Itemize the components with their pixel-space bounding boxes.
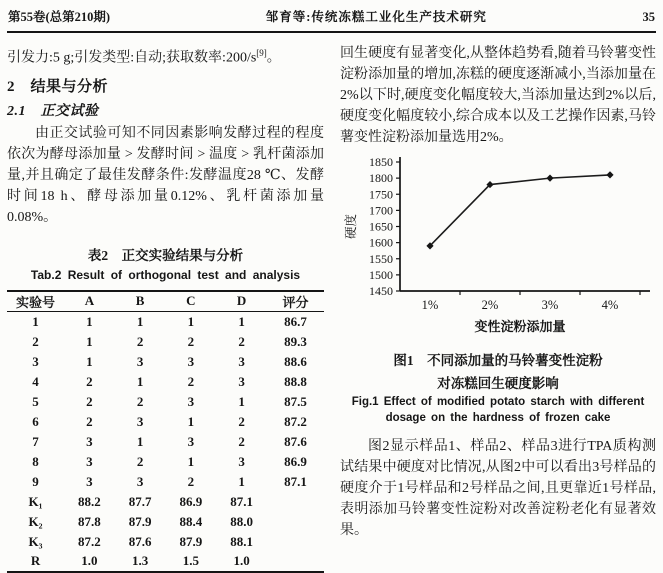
table-cell: 1	[187, 313, 195, 329]
table-cell: 8	[32, 453, 39, 469]
y-tick-label: 1800	[369, 171, 393, 186]
table-cell: 87.1	[230, 493, 253, 509]
table-cell: 2	[187, 473, 195, 489]
table-cell: 3	[86, 453, 93, 469]
table-cell: 2	[238, 413, 245, 429]
header-running-title: 邹育等:传统冻糕工业化生产技术研究	[265, 10, 487, 24]
table-cell: 1.0	[233, 553, 250, 569]
table-cell: 2	[136, 453, 144, 469]
header-page-number: 35	[642, 10, 655, 24]
table-cell: 3	[32, 353, 39, 369]
table-header-row	[7, 291, 324, 312]
table-cell: 87.2	[284, 413, 307, 429]
table-row	[7, 372, 324, 392]
y-tick-label: 1650	[369, 219, 393, 234]
intro-end: 。	[266, 50, 281, 66]
figure-caption-zh-line2: 对冻糕回生硬度影响	[437, 376, 559, 391]
table-cell: 2	[86, 413, 93, 429]
table-cell: 2	[238, 433, 245, 449]
intro-paragraph	[7, 43, 324, 69]
figure-caption-en-line1: Fig.1 Effect of modified potato starch with different	[351, 396, 645, 408]
table-cell: 1	[136, 433, 144, 449]
table-cell	[267, 532, 324, 552]
table-cell	[267, 552, 324, 572]
table-cell: 1	[187, 413, 195, 429]
table-cell: K₂	[28, 513, 43, 529]
table-row	[7, 452, 324, 472]
table-cell: 1	[238, 313, 245, 329]
table-cell: 2	[86, 373, 93, 389]
intro-text: 引发力:5 g;引发类型:自动;获取数率:200/s	[7, 50, 257, 66]
table-cell: 1	[86, 333, 93, 349]
subsection-heading: 2.1 正交试验	[7, 103, 99, 119]
y-tick-label: 1600	[369, 235, 393, 250]
table-cell: 3	[86, 473, 93, 489]
table-row	[7, 532, 324, 552]
table-cell: 3	[136, 353, 144, 369]
table-cell: 87.9	[179, 533, 203, 549]
table-cell	[267, 512, 324, 532]
x-tick-label: 3%	[541, 298, 559, 312]
table-row	[7, 332, 324, 352]
table-cell: 3	[86, 433, 93, 449]
table-cell: 88.0	[230, 513, 253, 529]
table-cell: 86.9	[179, 493, 203, 509]
table-cell: 9	[32, 473, 39, 489]
page-header	[7, 4, 656, 33]
table-cell: 3	[238, 353, 245, 369]
table-row	[7, 472, 324, 492]
right-column	[340, 43, 656, 573]
table-cell: 88.2	[78, 493, 101, 509]
table-cell: 2	[32, 333, 39, 349]
table-cell: 1	[32, 313, 39, 329]
figure-caption-zh-line1: 图1 不同添加量的马铃薯变性淀粉	[393, 353, 603, 368]
table-cell: 87.6	[284, 433, 307, 449]
hardness-line-chart	[340, 153, 656, 339]
table-cell: 87.8	[78, 513, 101, 529]
data-marker	[546, 175, 553, 182]
table-cell: K₃	[28, 533, 43, 549]
table-cell: 86.7	[284, 313, 307, 329]
table-column-header: D	[216, 291, 267, 312]
y-tick-label: 1850	[369, 155, 393, 169]
table-cell: 87.1	[284, 473, 307, 489]
x-tick-label: 1%	[421, 298, 439, 312]
table-cell: 5	[32, 393, 39, 409]
table-cell: 3	[238, 373, 245, 389]
table-cell: 1.3	[132, 553, 149, 569]
y-axis-title: 硬度	[344, 213, 358, 240]
table-cell: 1	[86, 313, 93, 329]
table-cell: 1	[86, 353, 93, 369]
table-cell: 3	[187, 393, 195, 409]
x-tick-label: 4%	[601, 298, 619, 312]
table-row	[7, 552, 324, 572]
table-cell: 2	[187, 333, 195, 349]
table-column-header: A	[64, 291, 115, 312]
table-cell: 3	[187, 353, 195, 369]
table-row	[7, 412, 324, 432]
table-cell: 2	[136, 393, 144, 409]
table-column-header: C	[165, 291, 216, 312]
table-column-header: 实验号	[7, 291, 64, 312]
table-cell: 1	[187, 453, 195, 469]
table-row	[7, 312, 324, 332]
section-heading: 2 结果与分析	[7, 78, 109, 95]
figure-caption-en-line2: dosage on the hardness of frozen cake	[385, 412, 611, 424]
orthogonal-table-body	[7, 312, 324, 572]
y-tick-label: 1550	[369, 251, 393, 266]
table-cell: 7	[32, 433, 39, 449]
table-cell: 3	[136, 413, 144, 429]
table-cell: 6	[32, 413, 39, 429]
table-cell: 87.7	[128, 493, 152, 509]
table-cell: 4	[32, 373, 39, 389]
table-cell	[267, 492, 324, 512]
table-cell: 1	[238, 393, 245, 409]
table-cell: 89.3	[284, 333, 307, 349]
y-tick-label: 1500	[369, 267, 393, 282]
header-volume-info: 第55卷(总第210期)	[8, 10, 111, 24]
table-cell: 88.8	[284, 373, 307, 389]
table-column-header: B	[115, 291, 166, 312]
figure-1	[340, 153, 656, 424]
orthogonal-table	[7, 290, 324, 573]
table-cell: 2	[238, 333, 245, 349]
table-cell: 1	[136, 373, 144, 389]
table-row	[7, 432, 324, 452]
data-line	[430, 175, 610, 246]
table-cell: 3	[238, 453, 245, 469]
table-cell: 3	[187, 433, 195, 449]
y-tick-label: 1450	[369, 284, 393, 298]
table-row	[7, 392, 324, 412]
tpa-paragraph: 图2显示样品1、样品2、样品3进行TPA质构测试结果中硬度对比情况,从图2中可以看出3号样品的硬度介于1号样品和2号样品之间,且更靠近1号样品,表明添加马铃薯变性淀粉对改善淀粉老化有显著效果。	[340, 439, 656, 538]
table-cell: K₁	[28, 493, 43, 509]
table-row	[7, 512, 324, 532]
table-cell: 87.5	[284, 393, 307, 409]
table-row	[7, 352, 324, 372]
table-cell: 2	[86, 393, 93, 409]
y-tick-label: 1750	[369, 187, 393, 202]
table-cell: 88.4	[179, 513, 203, 529]
table-cell: 1	[238, 473, 245, 489]
hardness-paragraph: 回生硬度有显著变化,从整体趋势看,随着马铃薯变性淀粉添加量的增加,冻糕的硬度逐渐减小,当添加量在2%以下时,硬度变化幅度较大,当添加量达到2%以后,硬度变化幅度较小,综合成本以及工艺操作因素,马铃薯变性淀粉添加量选用2%。	[340, 46, 656, 145]
table-column-header: 评分	[267, 291, 324, 312]
data-marker	[606, 171, 613, 178]
orthogonal-paragraph: 由正交试验可知不同因素影响发酵过程的程度依次为酵母添加量 > 发酵时间 > 温度 > 乳杆菌添加量,并且确定了最佳发酵条件:发酵温度28 ℃、发酵时间18 h、酵母添加量0.12%、乳杆菌添加量0.08%。	[7, 125, 324, 225]
table-cell: 86.9	[284, 453, 307, 469]
table-cell: 88.1	[230, 533, 253, 549]
table-cell: 1.0	[81, 553, 98, 569]
table-cell: R	[30, 553, 41, 569]
table-cell: 2	[187, 373, 195, 389]
table-cell: 2	[136, 333, 144, 349]
citation-ref: [9]	[256, 48, 267, 58]
table-cell: 3	[136, 473, 144, 489]
table-cell: 88.6	[284, 353, 307, 369]
y-tick-label: 1700	[369, 203, 393, 218]
table-cell: 87.2	[78, 533, 101, 549]
table-cell: 87.9	[128, 513, 152, 529]
left-column	[7, 43, 324, 573]
table-caption-zh: 表2 正交实验结果与分析	[87, 247, 244, 263]
table-caption-en: Tab.2 Result of orthogonal test and analysis	[30, 267, 301, 282]
orthogonal-table-head	[7, 291, 324, 312]
table-row	[7, 492, 324, 512]
two-column-layout	[7, 43, 656, 573]
x-tick-label: 2%	[481, 298, 499, 312]
table-cell: 1	[136, 313, 144, 329]
x-axis-title: 变性淀粉添加量	[474, 319, 566, 334]
table-cell: 87.6	[128, 533, 152, 549]
table-cell: 1.5	[182, 553, 199, 569]
